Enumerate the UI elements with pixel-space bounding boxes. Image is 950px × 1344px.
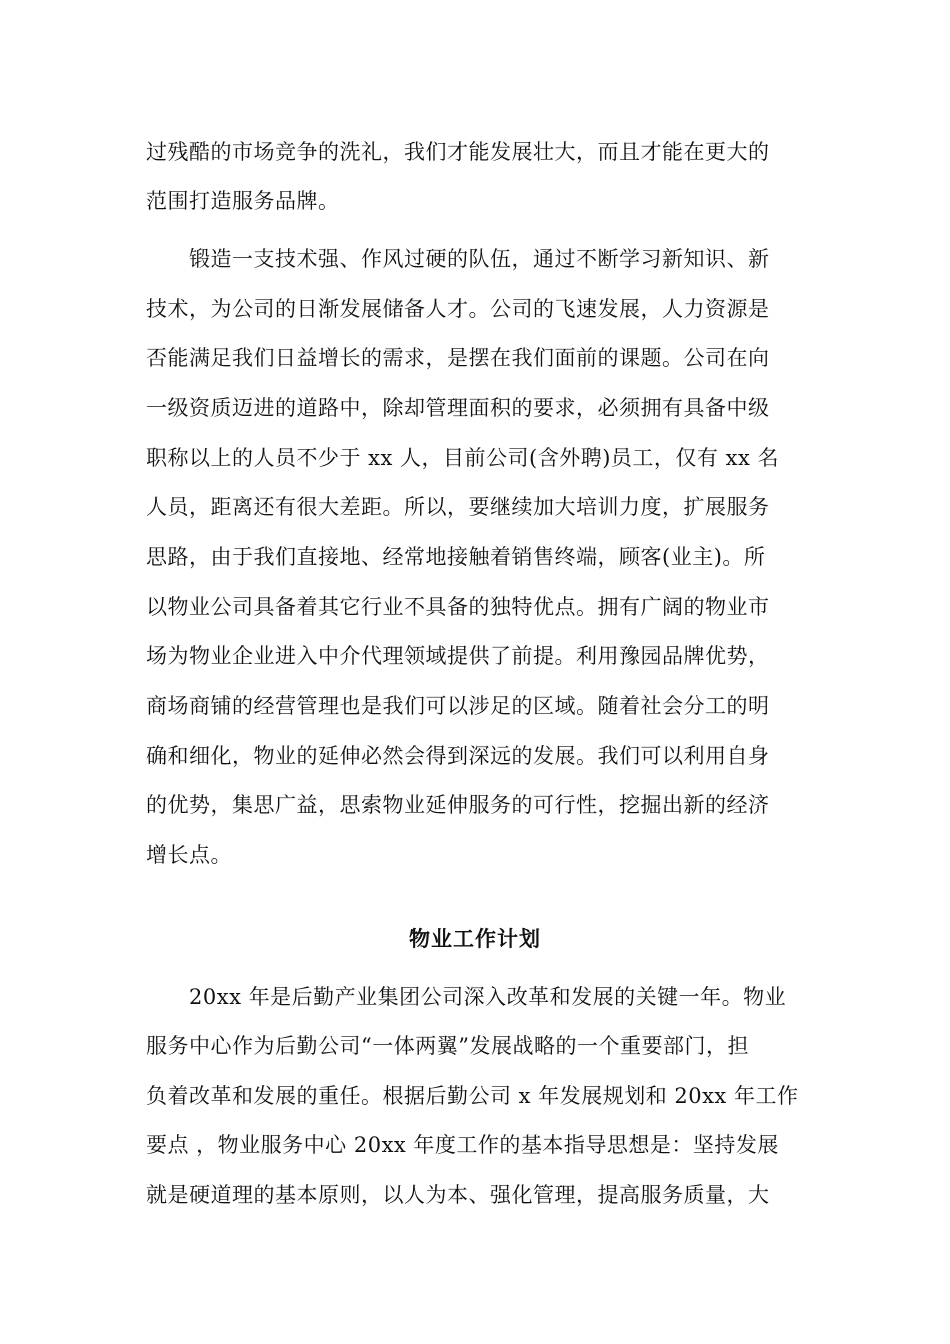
paragraph-3-line-5: 就是硬道理的基本原则，以人为本、强化管理，提高服务质量，大	[146, 1183, 770, 1207]
paragraph-2-line-7: 思路，由于我们直接地、经常地接触着销售终端，顾客(业主)。所	[146, 545, 766, 569]
paragraph-2-line-4: 一级资质迈进的道路中，除却管理面积的要求，必须拥有具备中级	[146, 396, 770, 420]
paragraph-2-line-12: 的优势，集思广益，思索物业延伸服务的可行性，挖掘出新的经济	[146, 793, 770, 817]
section-heading: 物业工作计划	[409, 926, 541, 951]
paragraph-2-line-6: 人员，距离还有很大差距。所以，要继续加大培训力度，扩展服务	[146, 495, 770, 519]
paragraph-3-line-1: 20xx 年是后勤产业集团公司深入改革和发展的关键一年。物业	[146, 985, 787, 1009]
paragraph-2-line-9: 场为物业企业进入中介代理领域提供了前提。利用豫园品牌优势，	[146, 644, 770, 668]
paragraph-2-line-11: 确和细化，物业的延伸必然会得到深远的发展。我们可以利用自身	[146, 744, 770, 768]
paragraph-2-line-2: 技术，为公司的日渐发展储备人才。公司的飞速发展，人力资源是	[146, 297, 770, 321]
paragraph-2-line-13: 增长点。	[146, 843, 232, 867]
paragraph-2-line-10: 商场商铺的经营管理也是我们可以涉足的区域。随着社会分工的明	[146, 694, 770, 718]
paragraph-3-line-2: 服务中心作为后勤公司“一体两翼”发展战略的一个重要部门，担	[146, 1034, 749, 1058]
paragraph-3-line-4: 要点 ，物业服务中心 20xx 年度工作的基本指导思想是：坚持发展	[146, 1133, 779, 1157]
paragraph-2-line-3: 否能满足我们日益增长的需求，是摆在我们面前的课题。公司在向	[146, 346, 770, 370]
paragraph-2-line-5: 职称以上的人员不少于 xx 人，目前公司(含外聘)员工，仅有 xx 名	[146, 446, 779, 470]
paragraph-2-line-8: 以物业公司具备着其它行业不具备的独特优点。拥有广阔的物业市	[146, 595, 770, 619]
paragraph-3-line-3: 负着改革和发展的重任。根据后勤公司 x 年发展规划和 20xx 年工作	[146, 1084, 799, 1108]
paragraph-2-line-1: 锻造一支技术强、作风过硬的队伍，通过不断学习新知识、新	[146, 247, 770, 271]
paragraph-1-line-2: 范围打造服务品牌。	[146, 189, 340, 213]
paragraph-1-line-1: 过残酷的市场竞争的洗礼，我们才能发展壮大，而且才能在更大的	[146, 140, 770, 164]
